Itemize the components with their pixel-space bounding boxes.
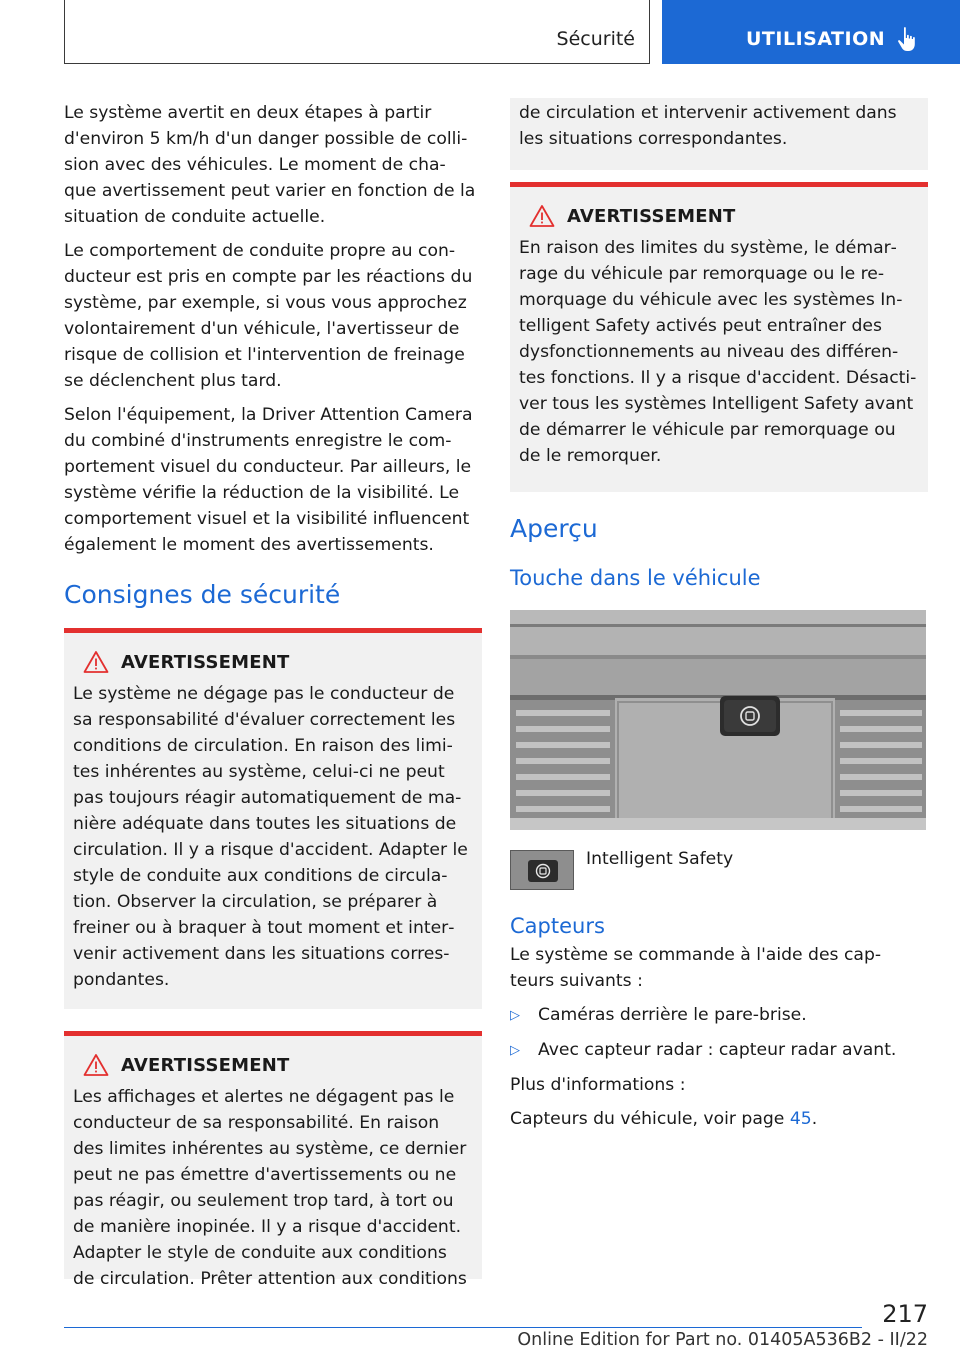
intelligent-safety-icon <box>535 863 551 879</box>
warning-triangle-icon <box>529 204 555 228</box>
warning-box-2 <box>64 1031 482 1289</box>
warning-text: En raison des limites du système, le démar‐ rage du véhicule par remorquage ou le re‐ morquage du véhicule avec les systèmes In‐ telligent Safety activés peut entraîner des dysfonctionnements au niveau des différen‐ tes fonctions. Il y a risque d'accident. Désacti‐ ver tous les systèmes Intelligent Safety avant de démarrer le véhicule par remorquage ou de le remorquer. <box>519 238 917 466</box>
header-section-label: Sécurité <box>556 28 635 50</box>
intro-paragraph-2: Le comportement de conduite propre au con‐ ducteur est pris en compte par les réactions du système, par exemple, si vous vous approchez volontairement d'un véhicule, l'avertisseur de risque de collision et l'intervention de freinage se déclenchent plus tard. <box>64 241 473 391</box>
intelligent-safety-button-thumbnail <box>510 850 574 890</box>
warning-box-1 <box>64 628 482 1009</box>
warning-continuation-text: de circulation et intervenir activement dans les situations correspondantes. <box>519 103 897 149</box>
reference-line: Capteurs du véhicule, voir page 45. <box>510 1109 818 1129</box>
more-info: Plus d'informations : <box>510 1075 686 1095</box>
heading-overview: Aperçu <box>510 514 598 543</box>
heading-button-in-vehicle: Touche dans le véhicule <box>510 566 761 590</box>
footer-rule <box>64 1327 862 1328</box>
list-item: ▷ Avec capteur radar : capteur radar avant. <box>510 1037 928 1064</box>
left-column <box>64 100 482 1289</box>
hand-pointer-icon <box>896 26 920 52</box>
intro-paragraph-3: Selon l'équipement, la Driver Attention Camera du combiné d'instruments enregistre le com‐ portement visuel du conducteur. Par ailleurs, le système vérifie la réduction de la visibilité. Le comportement visuel et la visibilité influencent également le moment des avertissements. <box>64 405 473 555</box>
triangle-bullet-icon: ▷ <box>510 1043 520 1058</box>
page-number: 217 <box>882 1300 928 1328</box>
warning-text: Les affichages et alertes ne dégagent pas le conducteur de sa responsabilité. En raison des limites inhérentes au système, ce dernier peut ne pas émettre d'avertissements ou ne pas réagir, ou seulement trop tard, à tort ou de manière inopinée. Il y a risque d'accident. Adapter le style de conduite aux conditions de circulation. Prêter attention aux conditions <box>73 1087 467 1289</box>
warning-title: AVERTISSEMENT <box>121 651 290 673</box>
heading-sensors: Capteurs <box>510 914 605 938</box>
header-chapter-tab <box>662 0 960 64</box>
sensors-intro: Le système se commande à l'aide des cap‐ teurs suivants : <box>510 945 882 991</box>
button-legend <box>510 850 928 890</box>
warning-text: Le système ne dégage pas le conducteur de sa responsabilité d'évaluer correctement les conditions de circulation. En raison des limi‐ tes inhérentes au système, celui-ci ne peut pas toujours réagir automatiquement de ma‐ nière adéquate dans toutes les situations de circulation. Il y a risque d'accident. Adapter le style de conduite aux conditions de circula‐ tion. Observer la circulation, se préparer à freiner ou à braquer à tout moment et inter‐ venir activement dans les situations corres‐ pondantes. <box>73 684 468 990</box>
footer-edition: Online Edition for Part no. 01405A536B2 - II/22 <box>517 1330 928 1350</box>
warning-continuation-box <box>510 98 928 170</box>
header-chapter-label: UTILISATION <box>746 28 886 50</box>
dashboard-illustration <box>510 610 926 830</box>
intro-paragraph-1: Le système avertit en deux étapes à partir d'environ 5 km/h d'un danger possible de colli‐ sion avec des véhicules. Le moment de cha‐ que avertissement peut varier en fonction de la situation de conduite actuelle. <box>64 103 476 227</box>
warning-title: AVERTISSEMENT <box>121 1054 290 1076</box>
dashboard-photo <box>510 610 926 830</box>
warning-title: AVERTISSEMENT <box>567 205 736 227</box>
page-link[interactable]: 45 <box>789 1109 812 1129</box>
warning-triangle-icon <box>83 650 109 674</box>
heading-safety-instructions: Consignes de sécurité <box>64 580 341 609</box>
right-column <box>510 100 928 1140</box>
warning-box-3 <box>510 182 928 492</box>
list-item: ▷ Caméras derrière le pare-brise. <box>510 1002 928 1029</box>
triangle-bullet-icon: ▷ <box>510 1008 520 1023</box>
header-section-tab <box>64 0 650 64</box>
warning-triangle-icon <box>83 1053 109 1077</box>
intelligent-safety-label: Intelligent Safety <box>586 849 734 869</box>
